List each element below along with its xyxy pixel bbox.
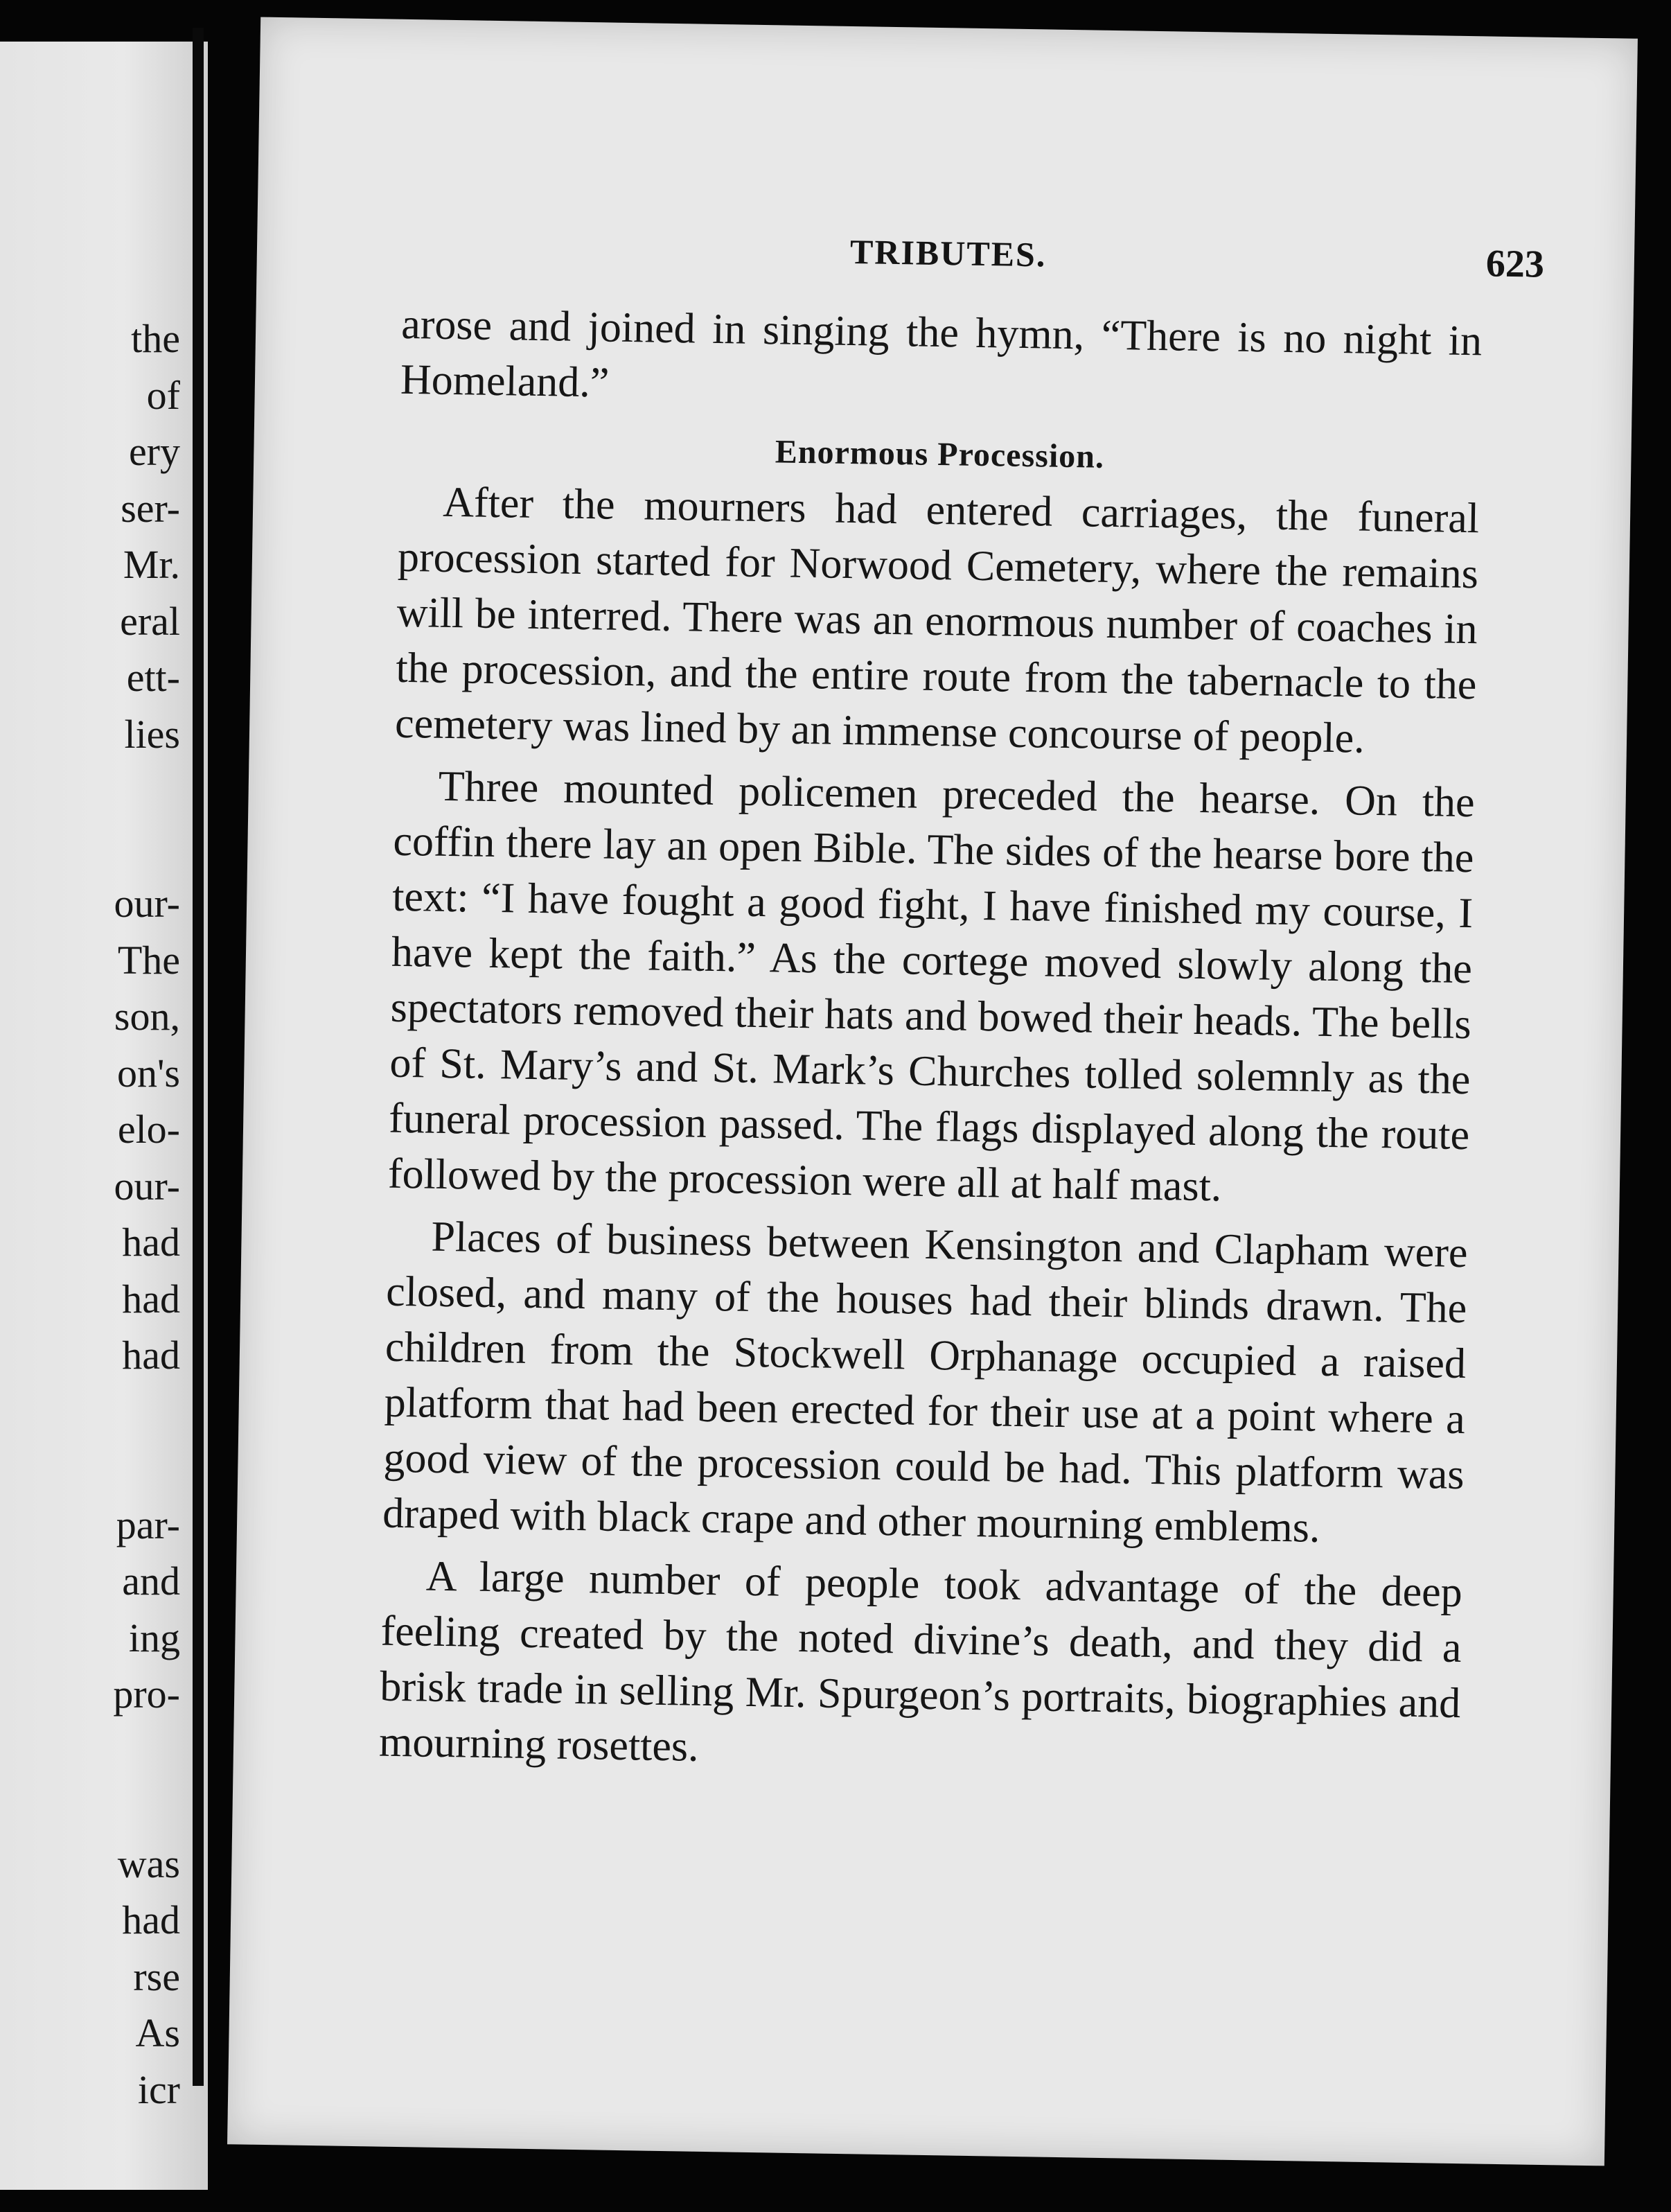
- section-heading: Enormous Procession.: [775, 433, 1105, 475]
- facing-line: ser-: [121, 485, 180, 531]
- facing-line: lies: [124, 711, 180, 757]
- book-page: [227, 17, 1638, 2166]
- page-number: 623: [1485, 242, 1545, 286]
- facing-line: eral: [120, 598, 180, 644]
- facing-line: ing: [128, 1615, 180, 1660]
- facing-line: had: [122, 1897, 180, 1942]
- facing-line: The: [117, 937, 180, 983]
- page-body: [379, 297, 1483, 1787]
- paragraph: Places of business between Kensington and Clapham were closed, and many of the houses had their blinds drawn. The children from the Stockwell Orphanage occupied a raised platform that had been erected for their use at a point where a good view of the procession could be had. This platform was draped with black crape and other mourning emblems.: [382, 1213, 1468, 1552]
- facing-line: had: [122, 1220, 180, 1265]
- facing-line: on's: [116, 1050, 180, 1096]
- paragraph: A large number of people took advantage of the deep feeling created by the noted divine’s death, and they did a brisk trade in selling Mr. Spurgeon’s portraits, biographies and mourning rosettes.: [378, 1552, 1463, 1771]
- facing-line: par-: [116, 1502, 180, 1547]
- facing-page-text: [0, 310, 180, 2118]
- facing-line: As: [135, 2010, 180, 2055]
- facing-line: was: [117, 1841, 180, 1886]
- facing-line: had: [122, 1276, 180, 1322]
- facing-line: ett-: [126, 655, 180, 700]
- facing-line: elo-: [117, 1107, 180, 1152]
- facing-line: pro-: [113, 1671, 180, 1717]
- facing-line: son,: [114, 994, 180, 1039]
- facing-line: our-: [114, 1163, 180, 1209]
- facing-page: [0, 42, 208, 2190]
- facing-line: and: [122, 1559, 180, 1604]
- facing-line: of: [146, 372, 180, 418]
- running-header: TRIBUTES.: [849, 231, 1047, 274]
- facing-line: Mr.: [123, 542, 180, 587]
- facing-line: rse: [133, 1954, 180, 1999]
- facing-line: had: [122, 1333, 180, 1378]
- facing-line: the: [131, 316, 180, 361]
- facing-line: ery: [128, 429, 180, 474]
- paragraph: After the mourners had entered carriages, the funeral procession started for Norwood Cemetery, where the remains will be interred. There was an enormous number of coaches in the procession, and the entire route from the tabernacle to the cemetery was lined by an immense concourse of people.: [394, 478, 1480, 762]
- paragraph: Three mounted policemen preceded the hearse. On the coffin there lay an open Bible. The sides of the hearse bore the text: “I have fought a good fight, I have finished my course, I have kept the faith.” As the cortege moved slowly along the spectators removed their hats and bowed their heads. The bells of St. Mary’s and St. Mark’s Churches tolled solemnly as the funeral procession passed. The flags displayed along the route followed by the procession were all at half mast.: [387, 762, 1476, 1211]
- book-gutter: [193, 28, 204, 2086]
- facing-line: icr: [137, 2066, 180, 2112]
- facing-line: our-: [114, 881, 180, 926]
- opening-paragraph: arose and joined in singing the hymn, “There is no night in Homeland.”: [400, 300, 1483, 407]
